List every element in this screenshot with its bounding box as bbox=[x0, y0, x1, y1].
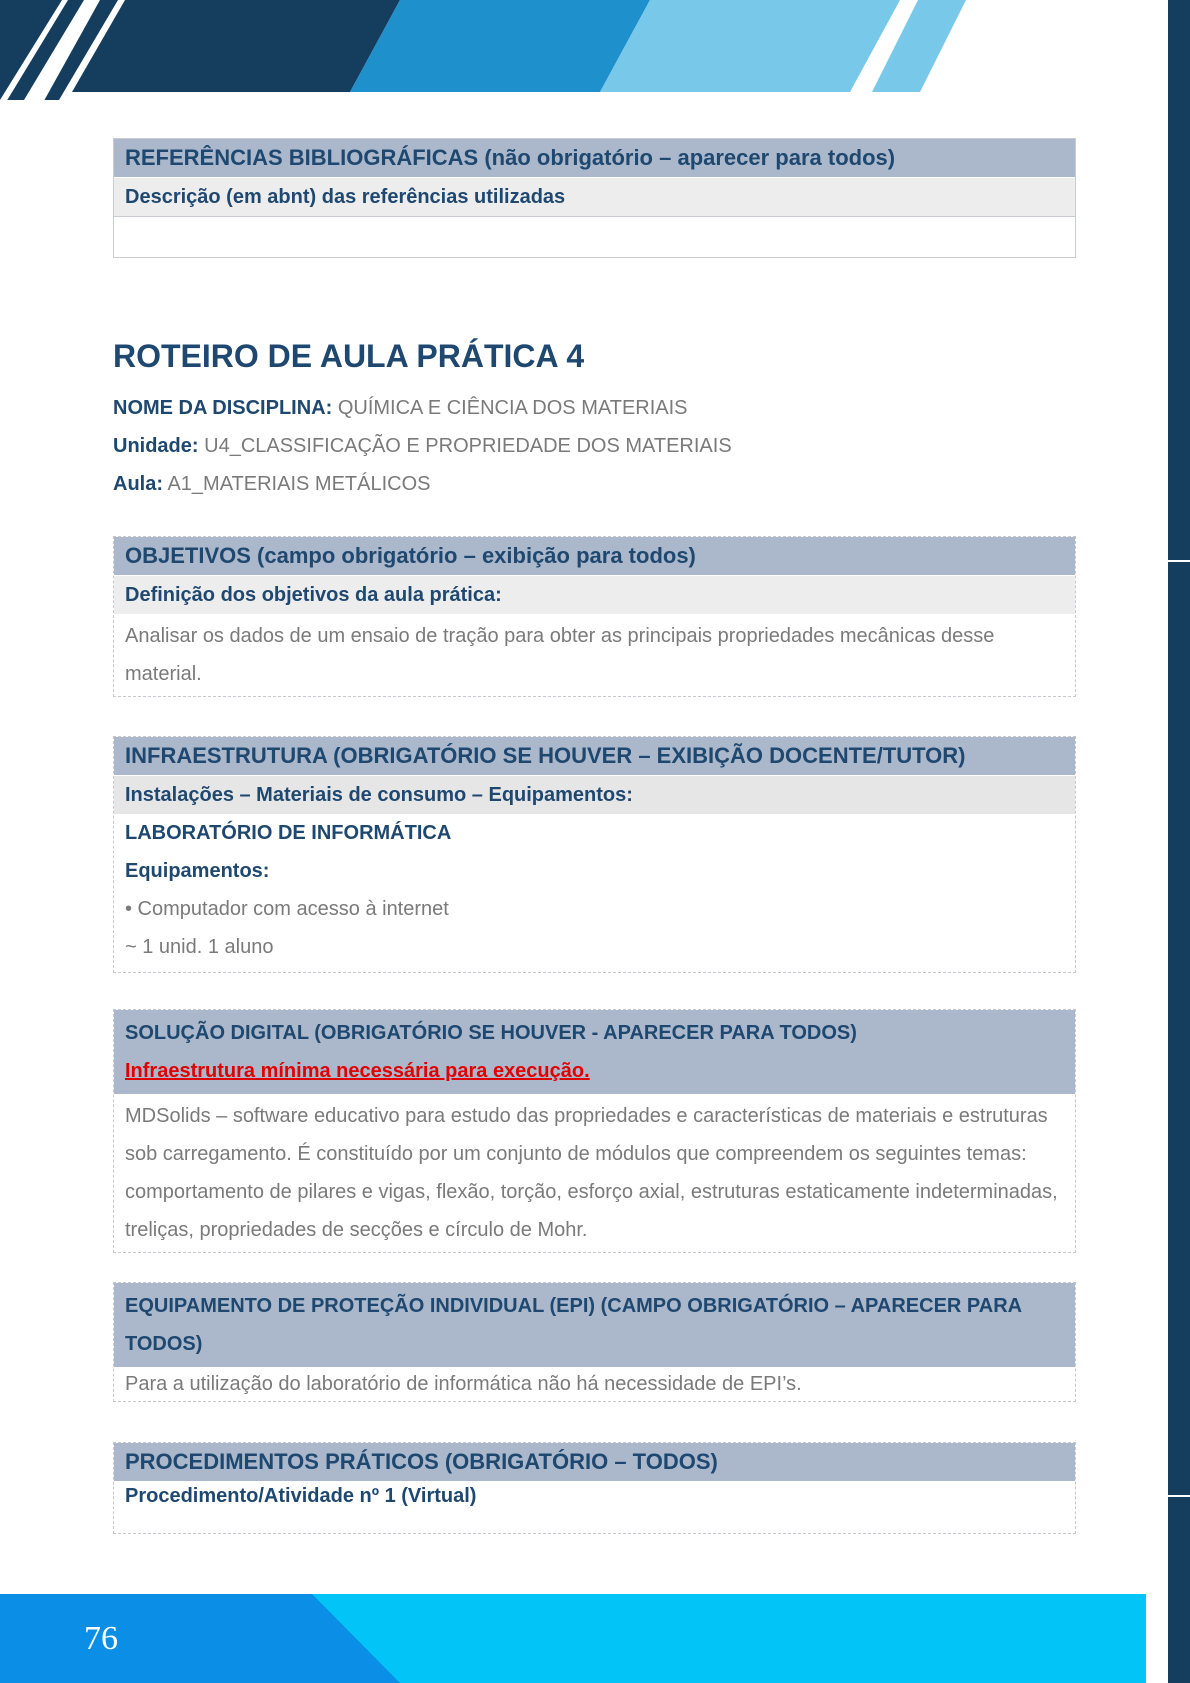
class-line bbox=[113, 470, 430, 498]
digital-solution-text: MDSolids – software educativo para estudo das propriedades e características de materiais e estruturas sob carregamento. É constituído por um conjunto de módulos que compreendem os seguintes temas: comportamento de pilares e vigas, flexão, torção, esforço axial, estruturas estaticamente indeterminadas, treliças, propriedades de secções e círculo de Mohr. bbox=[125, 1105, 1058, 1241]
bar-tick bbox=[1168, 560, 1190, 562]
class-value: A1_MATERIAIS METÁLICOS bbox=[167, 473, 431, 495]
references-section bbox=[113, 138, 1076, 258]
digital-solution-title: SOLUÇÃO DIGITAL (OBRIGATÓRIO SE HOUVER - APARECER PARA TODOS) bbox=[125, 1022, 857, 1044]
discipline-value: QUÍMICA E CIÊNCIA DOS MATERIAIS bbox=[337, 397, 688, 419]
page-number: 76 bbox=[84, 1620, 118, 1657]
procedures-header: PROCEDIMENTOS PRÁTICOS (OBRIGATÓRIO – TODOS) bbox=[114, 1443, 1075, 1481]
infrastructure-header: INFRAESTRUTURA (OBRIGATÓRIO SE HOUVER – EXIBIÇÃO DOCENTE/TUTOR) bbox=[114, 737, 1075, 775]
infrastructure-subheader: Instalações – Materiais de consumo – Equipamentos: bbox=[114, 775, 1075, 814]
infrastructure-section bbox=[113, 736, 1076, 973]
digital-solution-section bbox=[113, 1009, 1076, 1253]
objectives-subheader: Definição dos objetivos da aula prática: bbox=[114, 575, 1075, 614]
infrastructure-quantity: ~ 1 unid. 1 aluno bbox=[125, 936, 274, 958]
infrastructure-lab: LABORATÓRIO DE INFORMÁTICA bbox=[125, 822, 452, 844]
procedures-section bbox=[113, 1442, 1076, 1534]
right-edge-bar bbox=[1168, 0, 1190, 1683]
epi-section bbox=[113, 1282, 1076, 1402]
page-title: ROTEIRO DE AULA PRÁTICA 4 bbox=[113, 338, 585, 374]
discipline-line bbox=[113, 394, 688, 422]
epi-text: Para a utilização do laboratório de informática não há necessidade de EPI’s. bbox=[125, 1373, 802, 1395]
unit-label: Unidade: bbox=[113, 435, 199, 457]
bar-tick bbox=[1168, 1495, 1190, 1497]
unit-line bbox=[113, 432, 732, 460]
unit-value: U4_CLASSIFICAÇÃO E PROPRIEDADE DOS MATERIAIS bbox=[204, 435, 732, 457]
infrastructure-item: • Computador com acesso à internet bbox=[125, 898, 449, 920]
infrastructure-equipment-label: Equipamentos: bbox=[125, 860, 270, 882]
references-subheader: Descrição (em abnt) das referências utilizadas bbox=[114, 177, 1075, 216]
epi-header: EQUIPAMENTO DE PROTEÇÃO INDIVIDUAL (EPI) (CAMPO OBRIGATÓRIO – APARECER PARA TODOS) bbox=[114, 1283, 1075, 1367]
objectives-header: OBJETIVOS (campo obrigatório – exibição para todos) bbox=[114, 537, 1075, 575]
discipline-label: NOME DA DISCIPLINA: bbox=[113, 397, 333, 419]
objectives-section bbox=[113, 536, 1076, 697]
references-header: REFERÊNCIAS BIBLIOGRÁFICAS (não obrigatório – aparecer para todos) bbox=[114, 139, 1075, 177]
digital-solution-header bbox=[114, 1010, 1075, 1094]
header-decoration bbox=[0, 0, 1190, 100]
objectives-text: Analisar os dados de um ensaio de tração para obter as principais propriedades mecânicas desse material. bbox=[125, 625, 995, 685]
footer-decoration bbox=[0, 1594, 1146, 1683]
class-label: Aula: bbox=[113, 473, 163, 495]
references-empty-field bbox=[114, 216, 1075, 257]
digital-solution-link[interactable]: Infraestrutura mínima necessária para execução. bbox=[125, 1060, 590, 1082]
procedures-activity: Procedimento/Atividade nº 1 (Virtual) bbox=[125, 1485, 477, 1507]
